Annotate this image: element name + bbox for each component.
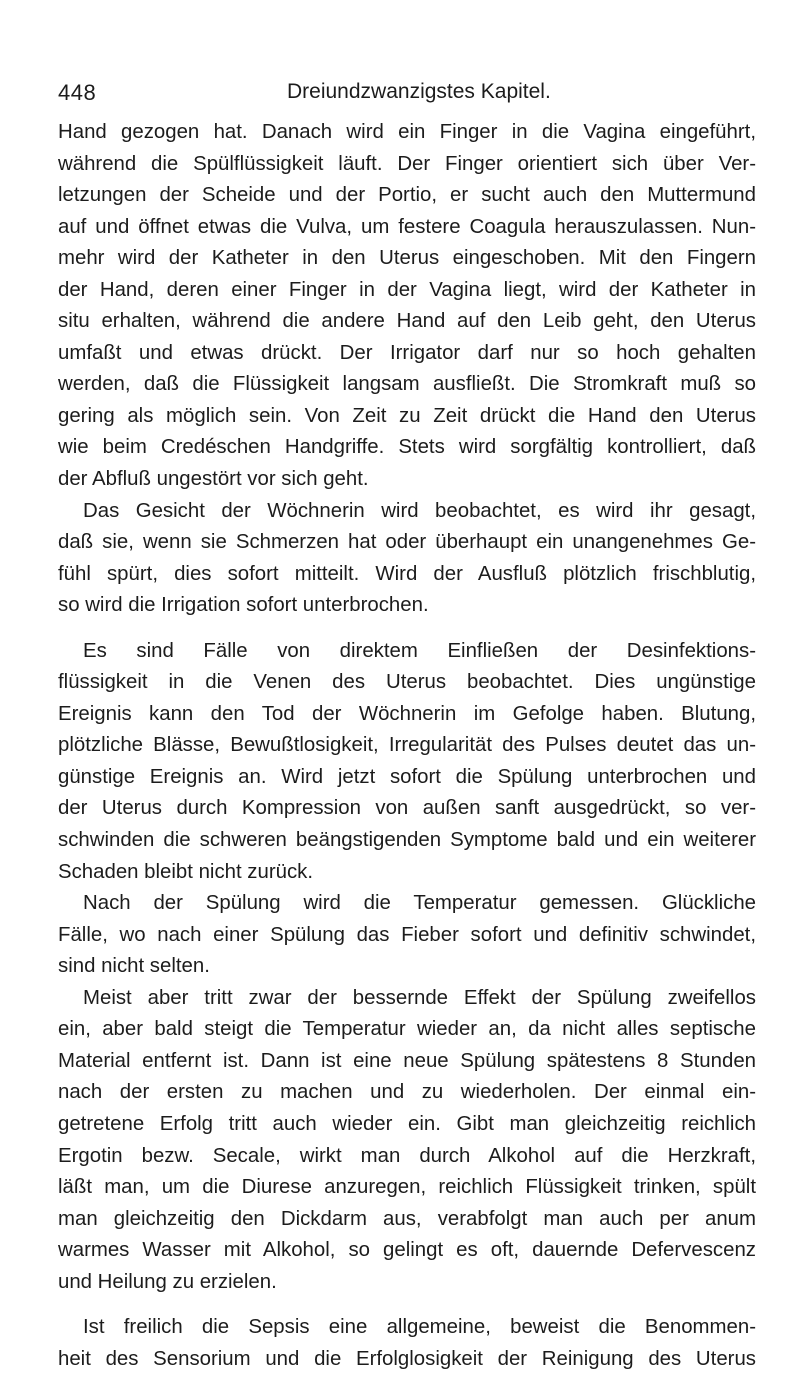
paragraph (58, 983, 756, 1298)
text-line: Schaden bleibt nicht zurück. (58, 860, 314, 883)
text-line: der Hand, deren einer Finger in der Vagina liegt, wird der Katheter in (58, 278, 756, 301)
text-line: Ist freilich die Sepsis eine allgemeine, beweist die Benommen- (83, 1316, 756, 1339)
text-line: warmes Wasser mit Alkohol, so gelingt es oft, dauernde Defervescenz (58, 1239, 756, 1262)
text-line: flüssigkeit in die Venen des Uterus beobachtet. Dies ungünstige (58, 671, 756, 694)
text-line: Ereignis kann den Tod der Wöchnerin im Gefolge haben. Blutung, (58, 702, 756, 725)
text-line: gering als möglich sein. Von Zeit zu Zeit drückt die Hand den Uterus (58, 404, 756, 427)
text-line: so wird die Irrigation sofort unterbrochen. (58, 594, 429, 617)
text-line: günstige Ereignis an. Wird jetzt sofort die Spülung unterbrochen und (58, 765, 756, 788)
paragraph-gap (58, 1298, 756, 1312)
running-title: Dreiundzwanzigstes Kapitel. (287, 80, 551, 103)
text-line: heit des Sensorium und die Erfolglosigkeit der Reinigung des Uterus (58, 1347, 756, 1370)
text-line: läßt man, um die Diurese anzuregen, reichlich Flüssigkeit trinken, spült (58, 1176, 756, 1199)
text-line: schwinden die schweren beängstigenden Symptome bald und ein weiterer (58, 829, 756, 852)
text-line: Es sind Fälle von direktem Einfließen der Desinfektions- (83, 639, 756, 662)
text-line: Fälle, wo nach einer Spülung das Fieber sofort und definitiv schwindet, (58, 923, 756, 946)
paragraph (58, 496, 756, 622)
text-line: der Uterus durch Kompression von außen sanft ausgedrückt, so ver- (58, 797, 756, 820)
text-line: Ergotin bezw. Secale, wirkt man durch Alkohol auf die Herzkraft, (58, 1144, 756, 1167)
paragraph-gap (58, 622, 756, 636)
body-text (58, 117, 756, 1375)
paragraph (58, 636, 756, 888)
text-line: Das Gesicht der Wöchnerin wird beobachtet, es wird ihr gesagt, (83, 499, 756, 522)
text-line: während die Spülflüssigkeit läuft. Der Finger orientiert sich über Ver- (58, 152, 756, 175)
text-line: der Abfluß ungestört vor sich geht. (58, 468, 369, 491)
paragraph (58, 888, 756, 983)
text-line: Meist aber tritt zwar der bessernde Effekt der Spülung zweifellos (83, 986, 756, 1009)
text-line: daß sie, wenn sie Schmerzen hat oder überhaupt ein unangenehmes Ge- (58, 531, 756, 554)
text-line: sind nicht selten. (58, 955, 210, 978)
text-line: getretene Erfolg tritt auch wieder ein. Gibt man gleichzeitig reichlich (58, 1112, 756, 1135)
text-line: letzungen der Scheide und der Portio, er sucht auch den Muttermund (58, 184, 756, 207)
text-line: mehr wird der Katheter in den Uterus eingeschoben. Mit den Fingern (58, 247, 756, 270)
page-header (58, 80, 758, 108)
text-line: nach der ersten zu machen und zu wiederholen. Der einmal ein- (58, 1081, 756, 1104)
text-line: man gleichzeitig den Dickdarm aus, verabfolgt man auch per anum (58, 1207, 756, 1230)
text-line: situ erhalten, während die andere Hand auf den Leib geht, den Uterus (58, 310, 756, 333)
paragraph (58, 117, 756, 496)
text-line: umfaßt und etwas drückt. Der Irrigator darf nur so hoch gehalten (58, 341, 756, 364)
text-line: werden, daß die Flüssigkeit langsam ausfließt. Die Stromkraft muß so (58, 373, 756, 396)
text-line: fühl spürt, dies sofort mitteilt. Wird der Ausfluß plötzlich frischblutig, (58, 562, 756, 585)
text-line: Hand gezogen hat. Danach wird ein Finger in die Vagina eingeführt, (58, 121, 756, 143)
text-line: Nach der Spülung wird die Temperatur gemessen. Glückliche (83, 892, 756, 915)
text-line: plötzliche Blässe, Bewußtlosigkeit, Irregularität des Pulses deutet das un- (58, 734, 756, 757)
paragraph (58, 1312, 756, 1375)
text-line: wie beim Credéschen Handgriffe. Stets wird sorgfältig kontrolliert, daß (58, 436, 756, 459)
text-line: ein, aber bald steigt die Temperatur wieder an, da nicht alles septische (58, 1018, 756, 1041)
text-line: Material entfernt ist. Dann ist eine neue Spülung spätestens 8 Stunden (58, 1049, 756, 1072)
text-line: auf und öffnet etwas die Vulva, um festere Coagula herauszulassen. Nun- (58, 215, 756, 238)
page-number: 448 (58, 80, 97, 105)
text-line: und Heilung zu erzielen. (58, 1270, 277, 1293)
